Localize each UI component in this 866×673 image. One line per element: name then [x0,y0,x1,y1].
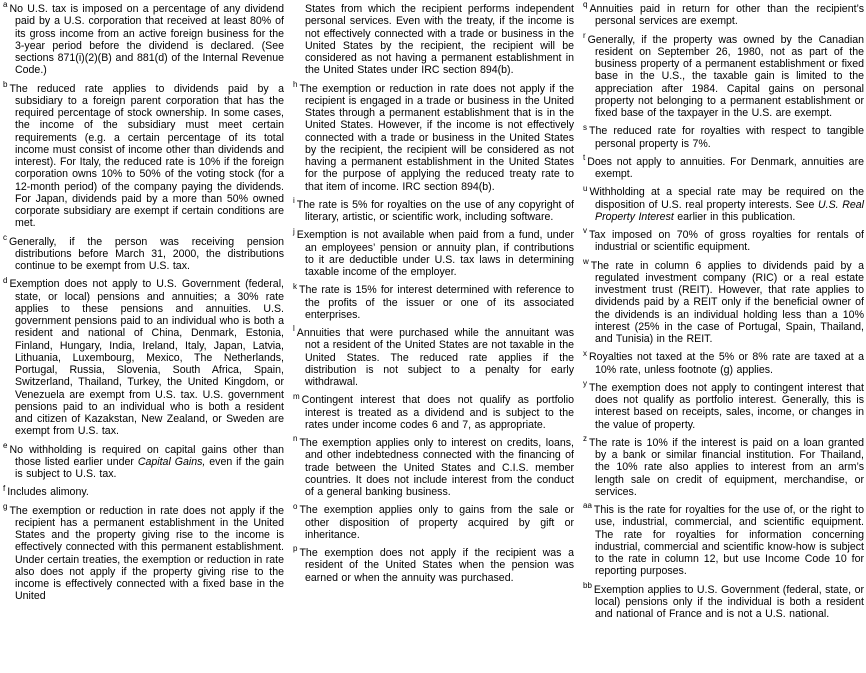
footnote-v [583,226,864,254]
footnote-d [3,275,284,438]
footnote-text-segment: Contingent interest that does not qualify as portfolio interest is treated as a dividend and is subject to the rates under income codes 6 and 7, as appropriate. [301,394,574,431]
footnote-marker-e: e [3,440,8,450]
footnote-marker-q: q [583,0,588,10]
footnote-text [589,125,864,149]
footnote-g-continuation [293,3,574,77]
footnote-text-segment: The exemption applies only to gains from the sale or other disposition of property acquired by gift or inheritance. [299,504,574,541]
footnote-n [293,434,574,498]
footnote-i [293,196,574,224]
footnote-marker-i: i [293,196,295,206]
footnote-text [299,547,574,584]
footnote-j [293,226,574,278]
footnote-text [299,504,574,541]
footnote-text-segment: Does not apply to annuities. For Denmark, annuities are exempt. [587,155,864,180]
footnote-marker-v: v [583,226,587,236]
footnote-o [293,501,574,541]
footnote-text [587,156,864,180]
footnote-b [3,79,284,230]
footnote-marker-aa: aa [583,501,592,511]
footnote-text [589,437,864,498]
footnote-bb [583,580,864,621]
footnote-text [9,236,284,273]
footnote-h [293,79,574,193]
footnote-marker-h: h [293,79,298,89]
footnote-marker-x: x [583,348,587,358]
footnote-text-segment: This is the rate for royalties for the use of, or the right to use, industrial, commercial, and scientific equipment. The rate for royalties for information concerning industrial, commercial and scientific know-how is subject to the rate in column 12, but use Income Code 10 for reporting purposes. [593,504,864,578]
footnote-z [583,434,864,498]
footnote-text-segment: Tax imposed on 70% of gross royalties for rentals of industrial or scientific equipment. [589,229,864,254]
footnote-column-3 [583,0,864,673]
footnote-u [583,183,864,223]
footnote-t [583,153,864,181]
footnote-marker-r: r [583,30,586,40]
footnote-text [589,382,864,431]
footnote-text-segment: The exemption or reduction in rate does not apply if the recipient is engaged in a trade or business in the United States through a permanent establishment that is in the United States. However, if the income is not effectively connected with a trade or business in the United States by the recipient, the recipient will be considered as not having a permanent establishment in the United States for the purpose of applying the reduced treaty rate to that item of income. IRC section 894(b). [299,82,574,193]
footnote-x [583,348,864,376]
footnote-marker-z: z [583,434,587,444]
footnote-e [3,440,285,481]
footnote-text [7,486,89,498]
footnote-column-2 [293,3,574,673]
footnote-text-segment: The rate is 10% if the interest is paid on a loan granted by a bank or similar financial institution. For Thailand, the 10% rate also applies to interest from an arm’s length sale on credit of equipment, merchandise, or services. [589,436,864,498]
footnote-text [299,83,574,193]
footnote-m [293,391,574,431]
footnote-text-segment: even if the gain is subject to U.S. tax. [15,455,285,480]
footnote-text-segment: No U.S. tax is imposed on a percentage of any dividend paid by a U.S. corporation that received at least 80% of its gross income from an active foreign business for the 3-year period before the dividend is declared. (See sections 871(i)(2)(B) and 881(d) of the Internal Revenue Code.) [9,3,284,77]
footnote-text-segment: Withholding at a special rate may be required on the disposition of U.S. real property interests. See [589,186,864,211]
footnote-text [305,3,574,76]
footnote-text-segment: Annuities that were purchased while the annuitant was not a resident of the United States are not taxable in the United States. The reduced rate applies if the distribution is not subject to a penalty for early withdrawal. [296,327,574,388]
footnote-marker-u: u [583,183,588,193]
footnote-text-segment: Exemption is not available when paid from a fund, under an employees’ pension or annuity plan, if contributions to it are deductible under U.S. tax laws in determining taxable income of the employer. [296,229,574,278]
italic-reference-text: U.S. Real Property Interest [595,198,864,223]
footnote-c [3,232,284,273]
footnote-text [9,444,284,481]
footnote-text-segment: Exemption does not apply to U.S. Government (federal, state, or local) pensions and annuities; a 30% rate applies to these pensions and annuities. U.S. government pensions paid to an individual who is both a resident and national of China, Denmark, Estonia, Finland, Hungary, India, Ireland, Italy, Japan, Latvia, Lithuania, Luxembourg, Mexico, The Netherlands, Portugal, Russia, Slovenia, South Africa, Spain, Switzerland, Thailand, Turkey, the United Kingdom, or Venezuela are exempt from U.S. tax. U.S. government pensions paid to an individual who is both a resident and citizen of Kazakstan, New Zealand, or Sweden are exempt from U.S. tax. [9,278,284,438]
footnote-text-segment: Annuities paid in return for other than the recipient’s personal services are exempt. [589,3,864,28]
footnote-text-segment: Includes alimony. [7,486,89,499]
footnote-k [293,281,574,321]
footnote-marker-bb: bb [583,580,592,590]
footnote-marker-d: d [3,275,8,285]
footnote-text-segment: The exemption applies only to interest on credits, loans, and other indebtedness connected with the financing of trade between the United States and C.I.S. member countries. It does not include interest from the conduct of a general banking business. [299,437,574,498]
footnote-text [302,394,574,431]
footnote-text [589,3,864,27]
footnote-text-segment: No withholding is required on capital gains other than those listed earlier under [9,443,284,468]
footnote-l [293,324,574,388]
footnote-r [583,30,864,120]
footnote-f [3,483,284,499]
footnote-marker-p: p [293,544,298,554]
italic-reference-text: Capital Gains, [137,455,206,468]
footnote-marker-s: s [583,122,587,132]
footnote-text [589,351,864,375]
footnote-text [297,327,574,388]
footnote-text [589,229,864,253]
footnote-text [594,584,864,621]
footnote-text [9,3,284,76]
footnote-column-1 [3,0,285,673]
footnote-text [299,437,574,498]
footnote-text-segment: earlier in this publication. [673,210,796,223]
footnote-a [3,0,284,77]
footnote-marker-w: w [583,256,589,266]
footnote-text-segment: The rate is 5% for royalties on the use of any copyright of literary, artistic, or scientific work, including software. [296,198,574,223]
footnote-s [583,122,864,150]
footnote-text-segment: Royalties not taxed at the 5% or 8% rate are taxed at a 10% rate, unless footnote (g) applies. [589,351,864,376]
footnote-text-segment: The rate is 15% for interest determined with reference to the profits of the issuer or one of its associated enterprises. [299,284,574,321]
footnote-text [9,278,284,437]
footnote-text [299,284,574,321]
footnote-marker-o: o [293,501,298,511]
footnote-text [297,229,574,278]
footnote-text-segment: The exemption does not apply if the recipient was a resident of the United States when the pension was earned or when the annuity was purchased. [299,547,574,584]
footnote-w [583,256,864,346]
footnote-q [583,0,864,28]
footnote-text-segment: Exemption applies to U.S. Government (federal, state, or local) pensions only if the individual is both a resident and national of France and is not a U.S. national. [593,583,864,620]
footnote-marker-k: k [293,281,297,291]
footnote-text-segment: States from which the recipient performs independent personal services. Even with the treaty, if the income is not effectively connected with a trade or business in the United States by the recipient, the recipient will be considered as not having a permanent establishment in the United States under IRC section 894(b). [305,3,574,77]
footnote-marker-g: g [3,501,8,511]
footnote-y [583,379,864,431]
footnote-marker-m: m [293,391,300,401]
footnote-marker-l: l [293,324,295,334]
footnote-text-segment: The exemption does not apply to contingent interest that does not qualify as portfolio interest. Generally, this is interest based on receipts, sales, income, or changes in the value of property. [589,381,864,431]
footnote-aa [583,501,864,578]
footnote-marker-a: a [3,0,8,10]
footnote-marker-f: f [3,483,6,493]
footnote-text [589,186,864,223]
footnote-text [297,199,574,223]
footnote-text [591,260,864,346]
footnote-text-segment: The rate in column 6 applies to dividends paid by a regulated investment company (RIC) or a real estate investment trust (REIT). However, that rate applies to dividends paid by a REIT only if the beneficial owner of the dividends is an individual holding less than a 10% interest (25% in the case of Portugal, Spain, Thailand, and Tunisia) in the REIT. [590,259,864,345]
footnote-marker-c: c [3,232,7,242]
footnote-text [9,83,284,230]
footnote-marker-t: t [583,153,586,163]
footnote-marker-b: b [3,79,8,89]
footnote-text-segment: The reduced rate applies to dividends paid by a subsidiary to a foreign parent corporation that has the required percentage of stock ownership. In some cases, the income of the subsidiary must meet certain requirements (e.g. a certain percentage of its total income must consist of income other than dividends and interest). For Italy, the reduced rate is 10% if the foreign corporation owns 10% to 50% of the voting stock (for a 12-month period) of the company paying the dividends. For Japan, dividends paid by a more than 50% owned corporate subsidiary are exempt if certain conditions are met. [9,82,284,230]
footnote-text-segment: Generally, if the person was receiving pension distributions before March 31, 2000, the distributions continue to be exempt from U.S. tax. [9,235,284,272]
footnote-p [293,544,574,584]
footnote-text-segment: Generally, if the property was owned by the Canadian resident on September 26, 1980, not as part of the business property of a permanent establishment or fixed base in the U.S., the taxable gain is limited to the appreciation after 1984. Capital gains on personal property not belonging to a permanent establishment or fixed base of the taxpayer in the U.S. are exempt. [587,33,864,119]
footnote-g [3,501,284,603]
footnote-marker-n: n [293,434,298,444]
footnote-marker-j: j [293,226,295,236]
footnote-text [594,504,864,577]
footnote-text [9,505,284,603]
footnote-text-segment: The exemption or reduction in rate does not apply if the recipient has a permanent establishment in the United States and the property giving rise to the income is effectively connected with this permanent establishment. Under certain treaties, the exemption or reduction in rate also does not apply if the property giving rise to the income is effectively connected with a fixed base in the United [9,504,284,603]
footnote-text-segment: The reduced rate for royalties with respect to tangible personal property is 7%. [589,125,864,150]
footnote-marker-y: y [583,379,587,389]
footnote-text [588,34,864,120]
